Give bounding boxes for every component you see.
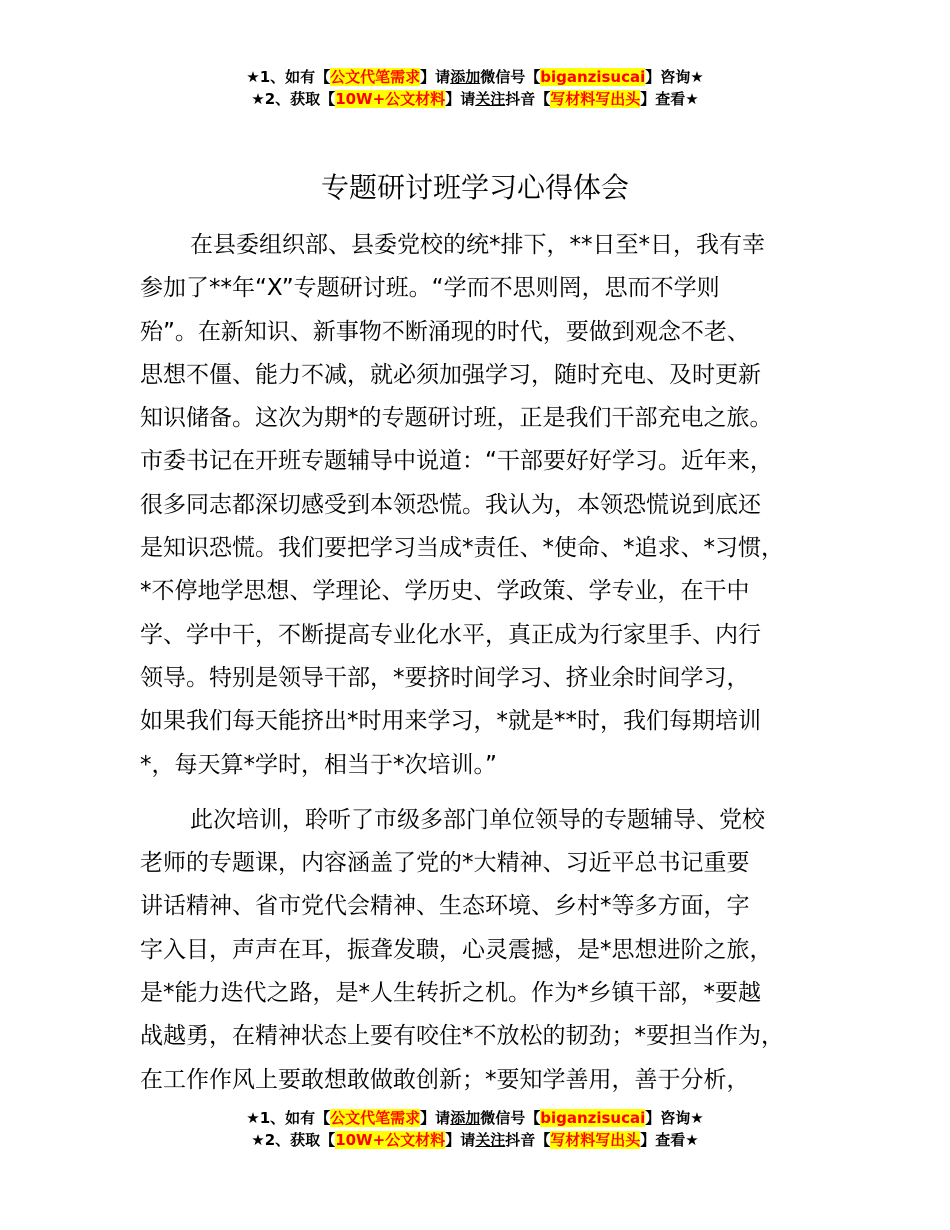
banner-underlined-text: 关注 (475, 1131, 506, 1149)
text-line: *，每天算*学时，相当于*次培训。” (140, 751, 497, 778)
document-title: 专题研讨班学习心得体会 (320, 171, 629, 204)
text-line: *不停地学思想、学理论、学历史、学政策、学专业，在干中 (140, 578, 750, 605)
text-line: 学、学中干，不断提高专业化水平，真正成为行家里手、内行 (140, 621, 761, 648)
banner-line-1 (0, 1107, 950, 1129)
banner-text: 】查看★ (640, 90, 699, 108)
banner-text: 抖音【 (505, 90, 551, 108)
text-line: 思想不僵、能力不减，就必须加强学习，随时充电、及时更新 (140, 361, 761, 388)
banner-text: 微信号【 (480, 1109, 541, 1127)
banner-highlight: 公文代笔需求 (330, 1109, 421, 1127)
banner-text: ★2、获取【 (251, 1131, 336, 1149)
text-line: 老师的专题课，内容涵盖了党的*大精神、习近平总书记重要 (140, 850, 750, 877)
text-line: 字入目，声声在耳，振聋发聩，心灵震撼，是*思想进阶之旅， (140, 936, 773, 963)
text-line: 是知识恐慌。我们要把学习当成*责任、*使命、*追求、*习惯， (140, 535, 784, 562)
top-banner (0, 66, 950, 110)
banner-highlight: 写材料写出头 (550, 90, 641, 108)
banner-highlight: 写材料写出头 (550, 1131, 641, 1149)
text-line: 是*能力迭代之路，是*人生转折之机。作为*乡镇干部，*要越 (140, 980, 761, 1007)
text-line: 如果我们每天能挤出*时用来学习，*就是**时，我们每期培训 (140, 708, 761, 735)
text-line: 在县委组织部、县委党校的统*排下，**日至*日，我有幸 (190, 232, 765, 258)
banner-text: 】请 (445, 90, 476, 108)
banner-underlined-text: 关注 (475, 90, 506, 108)
paragraph-1 (140, 224, 840, 787)
banner-line-2 (0, 1129, 950, 1151)
text-line: 殆”。在新知识、新事物不断涌现的时代，要做到观念不老、 (140, 318, 750, 345)
text-line: 讲话精神、省市党代会精神、生态环境、乡村*等多方面，字 (140, 893, 750, 920)
banner-text: 】请 (445, 1131, 476, 1149)
text-line: 参加了**年“X”专题研讨班。“学而不思则罔，思而不学则 (140, 275, 720, 302)
text-line: 市委书记在开班专题辅导中说道：“干部要好好学习。近年来， (140, 448, 773, 475)
banner-line-2 (0, 88, 950, 110)
banner-underlined-text: 添加 (450, 68, 481, 86)
banner-highlight: 10W+公文材料 (335, 1131, 446, 1149)
banner-text: ★1、如有【 (246, 1109, 331, 1127)
banner-text: 】请 (420, 68, 451, 86)
text-line: 此次培训，聆听了市级多部门单位领导的专题辅导、党校 (190, 806, 765, 833)
banner-text: 抖音【 (505, 1131, 551, 1149)
banner-text: 】查看★ (640, 1131, 699, 1149)
banner-text: 】咨询★ (645, 68, 704, 86)
banner-text: 】请 (420, 1109, 451, 1127)
document-body (140, 224, 840, 1102)
banner-line-1 (0, 66, 950, 88)
text-line: 在工作作风上要敢想敢做敢创新；*要知学善用，善于分析， (140, 1066, 750, 1093)
text-line: 知识储备。这次为期*的专题研讨班，正是我们干部充电之旅。 (140, 405, 773, 432)
banner-text: 】咨询★ (645, 1109, 704, 1127)
banner-highlight: 10W+公文材料 (335, 90, 446, 108)
banner-text: ★2、获取【 (251, 90, 336, 108)
banner-highlight: biganzisucai (540, 68, 646, 86)
text-line: 领导。特别是领导干部，*要挤时间学习、挤业余时间学习， (140, 664, 750, 691)
banner-text: 微信号【 (480, 68, 541, 86)
text-line: 很多同志都深切感受到本领恐慌。我认为，本领恐慌说到底还 (140, 491, 761, 518)
text-line: 战越勇，在精神状态上要有咬住*不放松的韧劲；*要担当作为， (140, 1023, 784, 1050)
banner-highlight: 公文代笔需求 (330, 68, 421, 86)
banner-text: ★1、如有【 (246, 68, 331, 86)
paragraph-2 (140, 799, 840, 1102)
banner-highlight: biganzisucai (540, 1109, 646, 1127)
banner-underlined-text: 添加 (450, 1109, 481, 1127)
bottom-banner (0, 1107, 950, 1151)
